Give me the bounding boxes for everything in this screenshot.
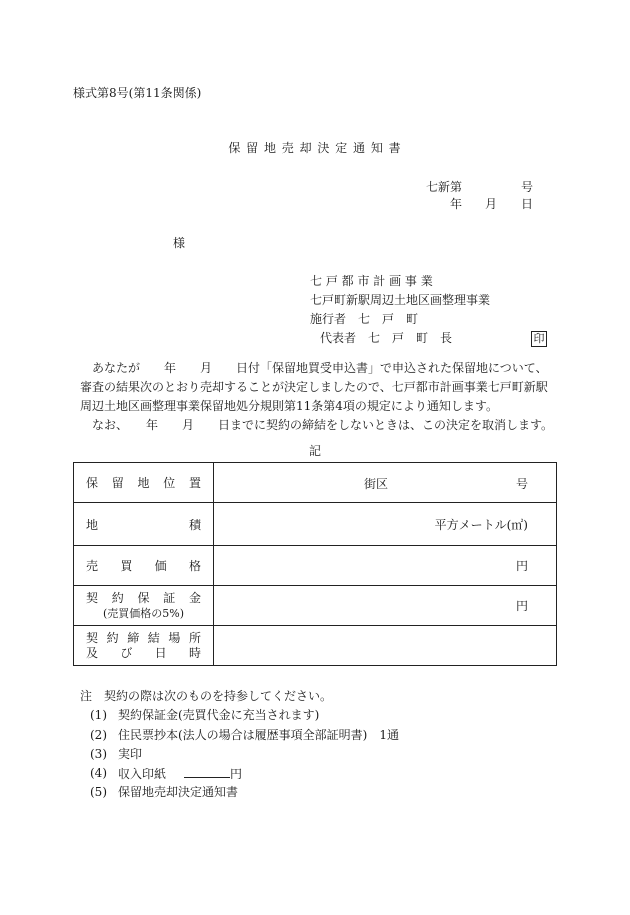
form-number: 様式第8号(第11条関係) bbox=[73, 86, 202, 100]
label-char: 日 bbox=[154, 645, 167, 660]
label-char: 約 bbox=[106, 630, 119, 645]
label-char: 保 bbox=[86, 476, 99, 490]
label-char: 証 bbox=[163, 590, 176, 605]
label-char: 積 bbox=[188, 517, 201, 532]
stamp-label: 収入印紙 bbox=[118, 767, 167, 781]
date-day: 日 bbox=[521, 197, 534, 211]
note-item-num: (2) bbox=[90, 728, 107, 742]
label-area bbox=[74, 503, 214, 546]
sender-operator: 施行者 七 戸 町 bbox=[310, 312, 419, 326]
label-char: 結 bbox=[147, 630, 160, 645]
lot-number-label: 号 bbox=[515, 477, 528, 491]
notes-heading: 注 契約の際は次のものを持参してください。 bbox=[80, 689, 333, 703]
label-char: 価 bbox=[154, 559, 167, 573]
label-char: 所 bbox=[188, 630, 201, 645]
doc-number-prefix: 七新第 bbox=[426, 180, 463, 194]
seal-mark bbox=[531, 330, 547, 347]
label-char: 金 bbox=[188, 590, 201, 605]
notice-body bbox=[80, 359, 555, 435]
note-item-text: 契約保証金(売買代金に充当されます) bbox=[118, 708, 320, 722]
label-char: 格 bbox=[188, 559, 201, 573]
body-paragraph-1: あなたが 年 月 日付「保留地買受申込書」で申込された保留地について、審査の結果次のとおり売却することが決定しましたので、七戸都市計画事業七戸町新駅周辺土地区画整理事業保留地処分規則第11条第4項の規定により通知します。 bbox=[80, 361, 548, 413]
label-char: 売 bbox=[86, 559, 99, 573]
date-month: 月 bbox=[485, 197, 498, 211]
label-char: 保 bbox=[137, 590, 150, 605]
label-char: 契 bbox=[86, 590, 99, 605]
label-char: 及 bbox=[86, 645, 99, 660]
seal-label: 印 bbox=[531, 331, 547, 347]
stamp-amount-unit: 円 bbox=[230, 767, 243, 781]
sender-project-name: 七戸町新駅周辺土地区画整理事業 bbox=[310, 293, 491, 307]
note-item-num: (3) bbox=[90, 747, 107, 761]
label-char: 契 bbox=[86, 630, 99, 645]
addressee-suffix: 様 bbox=[173, 236, 186, 250]
label-char: 地 bbox=[86, 517, 99, 532]
doc-number-suffix: 号 bbox=[521, 180, 534, 194]
label-char: 置 bbox=[188, 476, 201, 490]
label-char: び bbox=[120, 645, 133, 660]
sale-details-table bbox=[73, 462, 557, 666]
note-item-num: (4) bbox=[90, 766, 107, 780]
note-item-text: 住民票抄本(法人の場合は履歴事項全部証明書) 1通 bbox=[118, 728, 400, 742]
value-price: 円 bbox=[214, 546, 557, 586]
block-label: 街区 bbox=[364, 477, 389, 491]
ki-heading: 記 bbox=[308, 444, 321, 458]
label-char: 留 bbox=[111, 476, 124, 490]
label-contract-place bbox=[74, 626, 214, 666]
note-item-num: (1) bbox=[90, 708, 107, 722]
sender-representative: 代表者 七 戸 町 長 bbox=[320, 331, 453, 345]
table-row-area bbox=[74, 503, 557, 546]
sender-project: 七 戸 都 市 計 画 事 業 bbox=[310, 274, 433, 288]
value-location bbox=[214, 463, 557, 503]
note-item-num: (5) bbox=[90, 785, 107, 799]
body-paragraph-2: なお、 年 月 日までに契約の締結をしないときは、この決定を取消します。 bbox=[92, 418, 554, 432]
label-char: 場 bbox=[168, 630, 181, 645]
label-char: 位 bbox=[163, 476, 176, 490]
note-item-text: 保留地売却決定通知書 bbox=[118, 785, 239, 799]
label-char: 締 bbox=[127, 630, 140, 645]
label-char: 地 bbox=[137, 476, 150, 490]
stamp-amount-blank bbox=[184, 765, 230, 778]
note-item-text: 実印 bbox=[118, 747, 143, 761]
table-row-deposit bbox=[74, 586, 557, 626]
value-area: 平方メートル(㎡) bbox=[214, 503, 557, 546]
table-row-location bbox=[74, 463, 557, 503]
deposit-sublabel: (売買価格の5%) bbox=[102, 606, 185, 620]
label-char: 約 bbox=[111, 590, 124, 605]
label-char: 買 bbox=[120, 559, 133, 573]
label-price bbox=[74, 546, 214, 586]
value-contract-place bbox=[214, 626, 557, 666]
label-char: 時 bbox=[188, 645, 201, 660]
document-title: 保 留 地 売 却 決 定 通 知 書 bbox=[228, 141, 402, 155]
date-year: 年 bbox=[450, 197, 463, 211]
note-item-text bbox=[118, 765, 242, 782]
value-deposit: 円 bbox=[214, 586, 557, 626]
label-location bbox=[74, 463, 214, 503]
label-deposit bbox=[74, 586, 214, 626]
table-row-contract-place bbox=[74, 626, 557, 666]
table-row-price bbox=[74, 546, 557, 586]
